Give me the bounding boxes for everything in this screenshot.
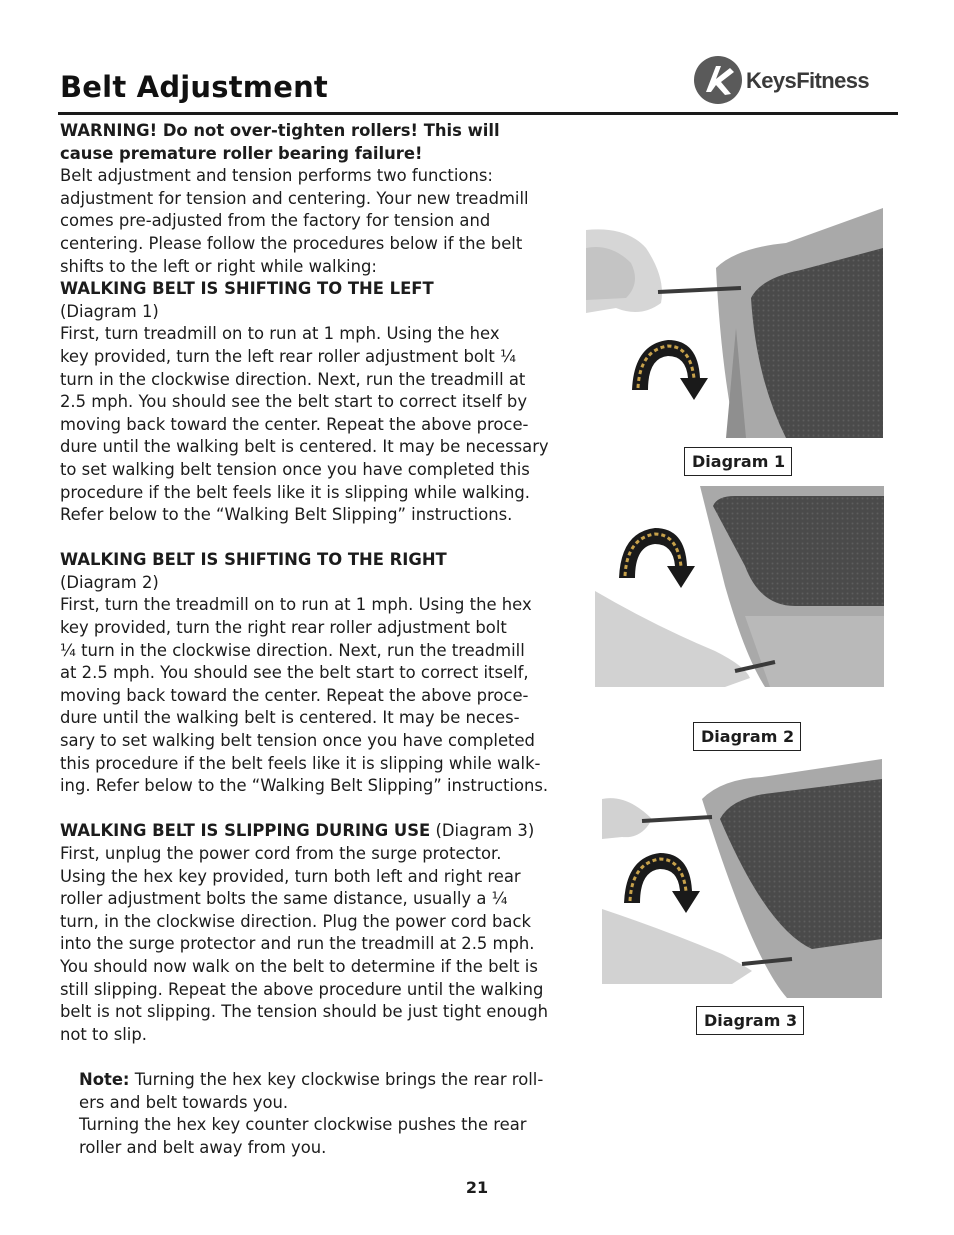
title-rule bbox=[58, 112, 898, 115]
warning-line: cause premature roller bearing failure! bbox=[60, 143, 423, 163]
right-line: dure until the walking belt is centered. It may be neces- bbox=[60, 708, 520, 728]
intro-line: centering. Please follow the procedures below if the belt bbox=[60, 233, 523, 253]
spacer bbox=[60, 1046, 588, 1069]
left-line: moving back toward the center. Repeat the above proce- bbox=[60, 414, 529, 434]
intro-line: comes pre-adjusted from the factory for tension and bbox=[60, 211, 491, 231]
diagram-2-illustration bbox=[595, 486, 884, 687]
diagram-2-label: Diagram 2 bbox=[693, 722, 801, 751]
note-label: Note: bbox=[79, 1069, 130, 1089]
section-heading-slipping bbox=[60, 820, 588, 843]
right-line: ing. Refer below to the “Walking Belt Slipping” instructions. bbox=[60, 776, 549, 796]
page-title: Belt Adjustment bbox=[60, 70, 328, 104]
warning-line: WARNING! Do not over-tighten rollers! This will bbox=[60, 121, 500, 140]
treadmill-rear-left-photo bbox=[586, 208, 883, 438]
slipping-line: turn, in the clockwise direction. Plug the power cord back bbox=[60, 911, 531, 931]
left-line: key provided, turn the left rear roller adjustment bolt ¼ bbox=[60, 346, 516, 366]
slipping-line: You should now walk on the belt to determine if the belt is bbox=[60, 956, 538, 976]
left-line: dure until the walking belt is centered. It may be necessary bbox=[60, 437, 549, 457]
section-heading-right: WALKING BELT IS SHIFTING TO THE RIGHT bbox=[60, 550, 447, 570]
left-line: Refer below to the “Walking Belt Slipping” instructions. bbox=[60, 505, 513, 525]
slipping-line: not to slip. bbox=[60, 1024, 147, 1044]
slipping-line: roller adjustment bolts the same distance, usually a ¼ bbox=[60, 889, 508, 909]
intro-line: shifts to the left or right while walking: bbox=[60, 256, 377, 276]
slipping-line: belt is not slipping. The tension should be just tight enough bbox=[60, 1002, 548, 1022]
diagram-1-label: Diagram 1 bbox=[684, 447, 792, 476]
instructions bbox=[60, 120, 588, 1159]
note-line bbox=[79, 1069, 588, 1092]
page-number: 21 bbox=[465, 1178, 489, 1197]
note-line: Turning the hex key counter clockwise pushes the rear bbox=[79, 1115, 527, 1135]
slipping-line: First, unplug the power cord from the surge protector. bbox=[60, 844, 502, 863]
note-line: roller and belt away from you. bbox=[79, 1137, 327, 1157]
right-line: at 2.5 mph. You should see the belt start to correct itself, bbox=[60, 663, 529, 683]
intro-line: adjustment for tension and centering. Your new treadmill bbox=[60, 188, 529, 208]
right-line: key provided, turn the right rear roller adjustment bolt bbox=[60, 618, 507, 638]
note-text: Turning the hex key clockwise brings the rear roll- bbox=[129, 1069, 544, 1089]
slipping-line: still slipping. Repeat the above procedure until the walking bbox=[60, 979, 544, 999]
slipping-line: into the surge protector and run the treadmill at 2.5 mph. bbox=[60, 934, 535, 954]
diagram-reference: (Diagram 3) bbox=[430, 821, 535, 841]
intro-line: Belt adjustment and tension performs two functions: bbox=[60, 166, 493, 186]
right-line: First, turn the treadmill on to run at 1 mph. Using the hex bbox=[60, 595, 532, 615]
treadmill-rear-both-photo bbox=[602, 759, 882, 998]
keys-fitness-logo bbox=[694, 52, 899, 108]
left-line: turn in the clockwise direction. Next, run the treadmill at bbox=[60, 369, 526, 389]
left-line: procedure if the belt feels like it is slipping while walking. bbox=[60, 482, 530, 502]
diagram-reference: (Diagram 2) bbox=[60, 572, 159, 592]
slipping-line: Using the hex key provided, turn both left and right rear bbox=[60, 866, 521, 886]
left-line: to set walking belt tension once you have completed this bbox=[60, 459, 530, 479]
note-line: ers and belt towards you. bbox=[79, 1092, 289, 1112]
left-line: 2.5 mph. You should see the belt start to correct itself by bbox=[60, 392, 528, 412]
spacer bbox=[60, 798, 588, 821]
right-line: ¼ turn in the clockwise direction. Next, run the treadmill bbox=[60, 640, 525, 660]
diagram-3-label: Diagram 3 bbox=[696, 1006, 804, 1035]
diagram-reference: (Diagram 1) bbox=[60, 301, 159, 321]
spacer bbox=[60, 527, 588, 550]
diagram-1-illustration bbox=[586, 208, 883, 438]
logo-text: KeysFitness bbox=[746, 68, 870, 93]
right-line: this procedure if the belt feels like it is slipping while walk- bbox=[60, 753, 541, 773]
section-heading-left: WALKING BELT IS SHIFTING TO THE LEFT bbox=[60, 279, 434, 299]
right-line: sary to set walking belt tension once you have completed bbox=[60, 731, 535, 751]
right-line: moving back toward the center. Repeat the above proce- bbox=[60, 685, 529, 705]
diagram-3-illustration bbox=[602, 759, 882, 998]
slipping-heading-text: WALKING BELT IS SLIPPING DURING USE bbox=[60, 821, 431, 841]
left-line: First, turn treadmill on to run at 1 mph. Using the hex bbox=[60, 324, 500, 344]
treadmill-rear-right-photo bbox=[595, 486, 884, 687]
